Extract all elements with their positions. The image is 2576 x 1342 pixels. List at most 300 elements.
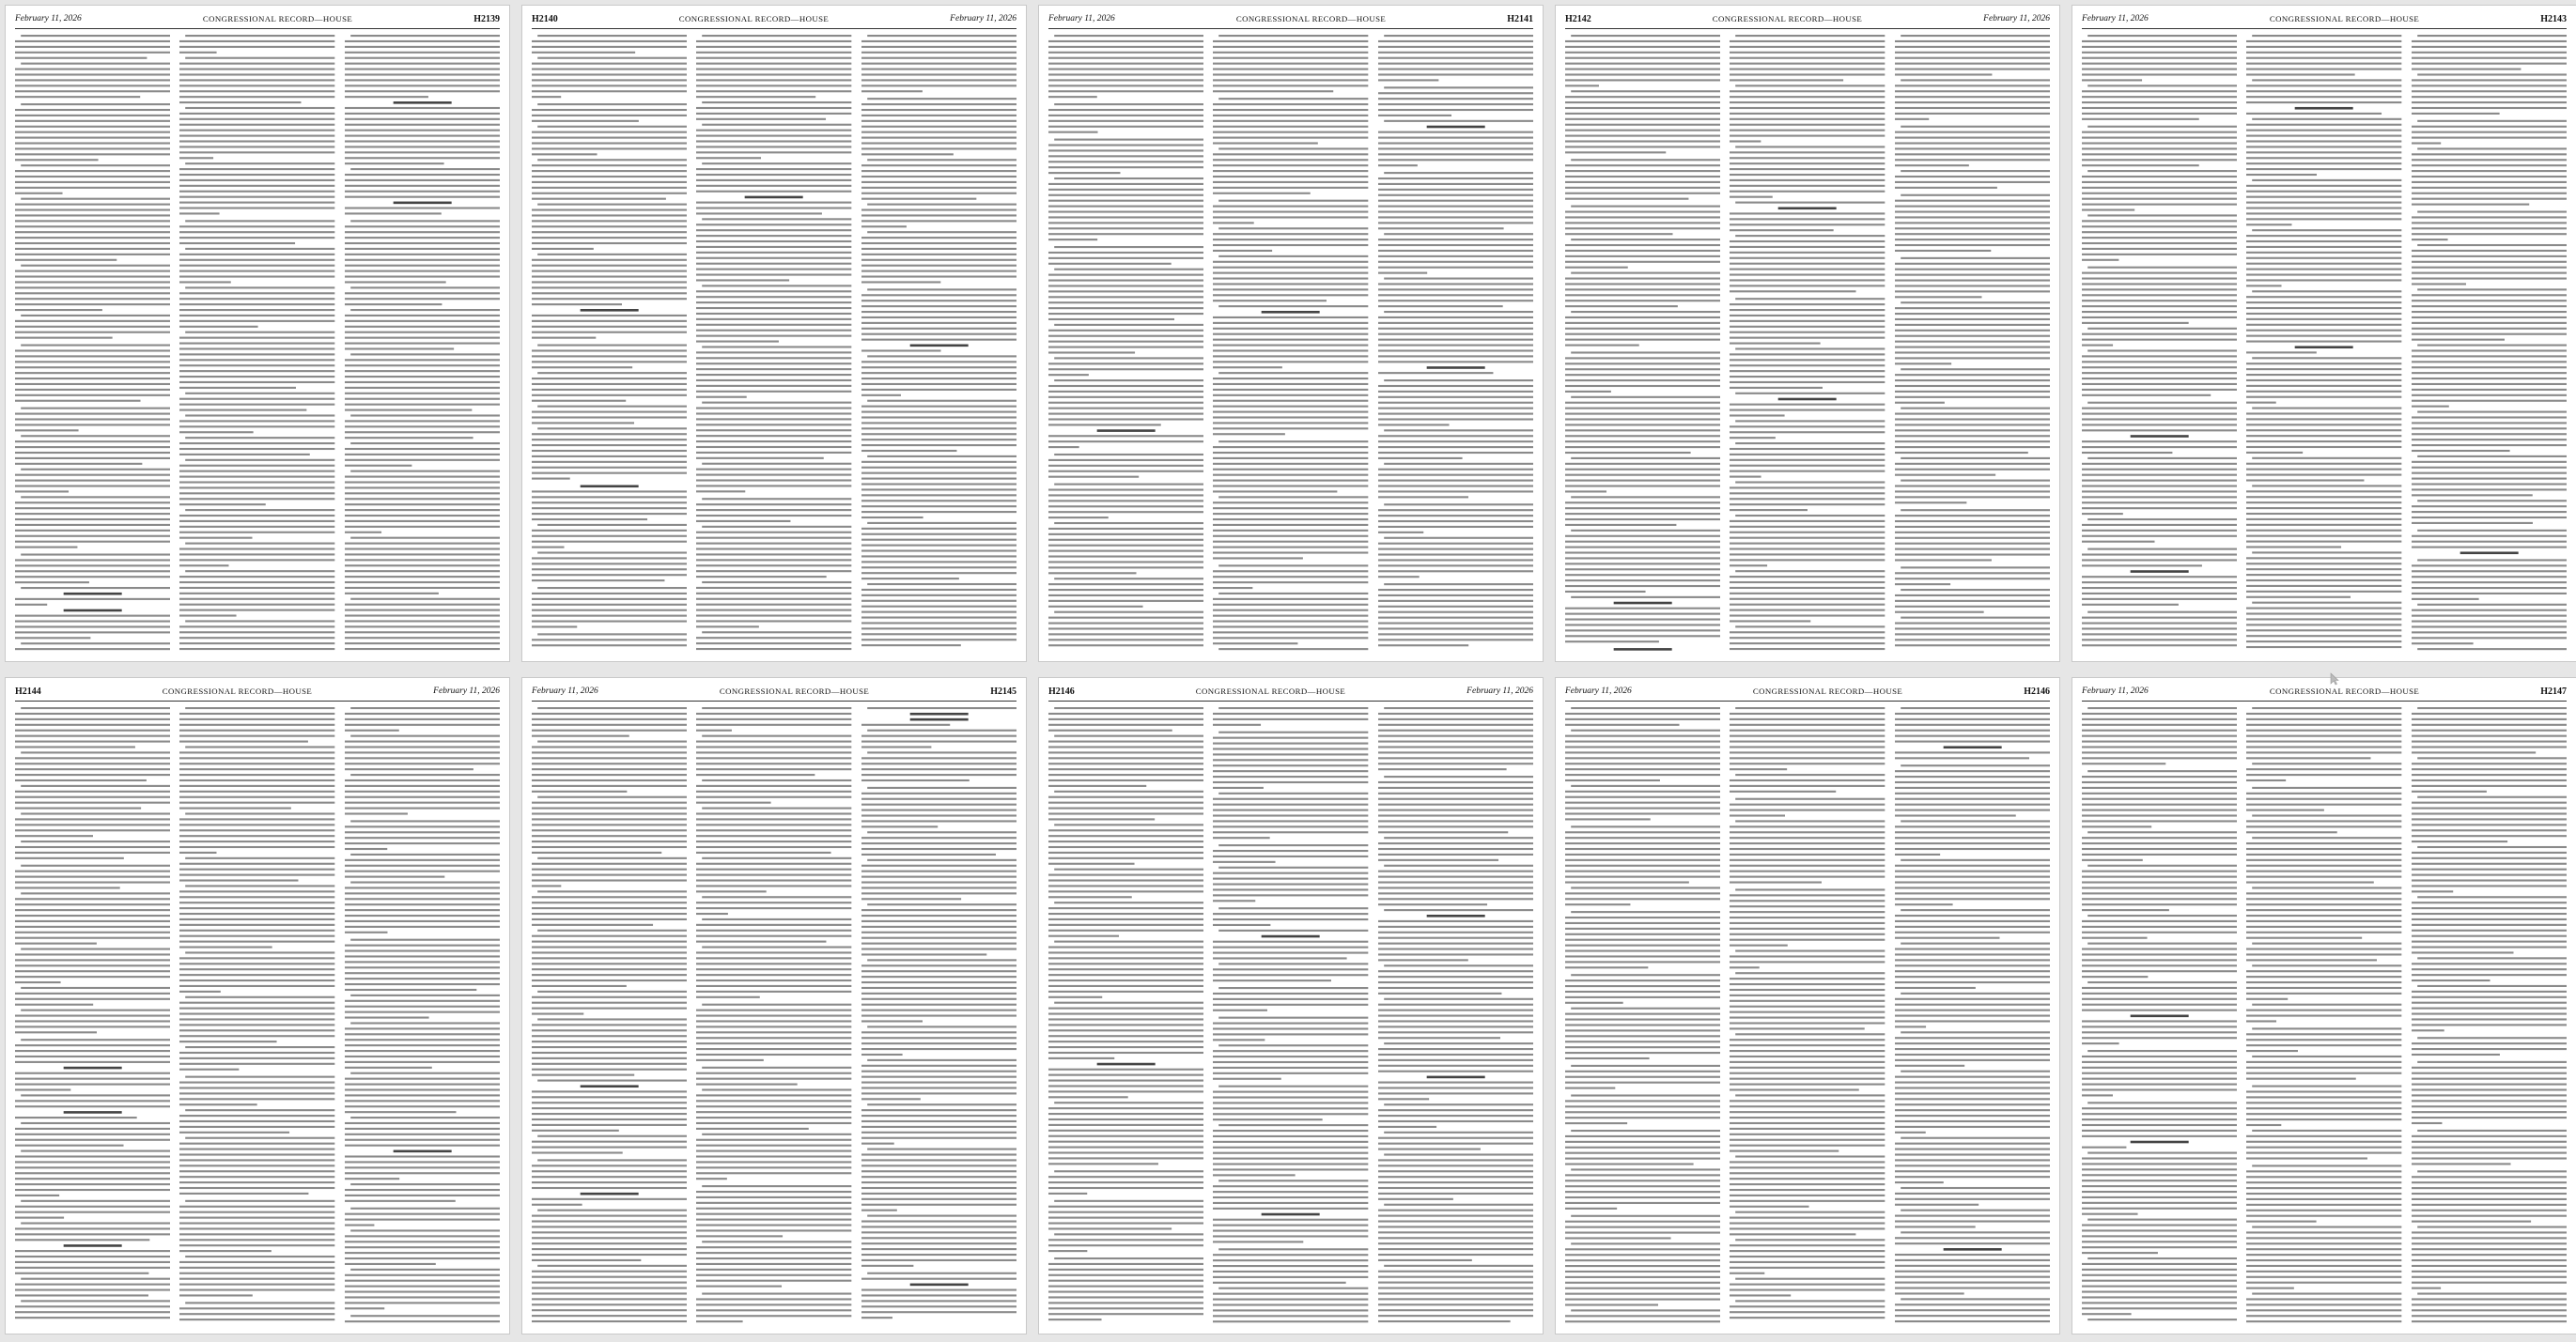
text-line [1730,1284,1885,1286]
text-line [2082,593,2237,594]
text-line [345,69,500,70]
text-line [696,1196,851,1198]
text-line [345,961,500,963]
text-line [2246,854,2401,856]
text-line [1048,285,1203,286]
text-line [861,1311,1016,1313]
text-line [1730,814,1785,816]
text-line [696,548,851,549]
text-line [179,73,334,75]
publication-title: CONGRESSIONAL RECORD—HOUSE [1195,686,1346,696]
text-line [1048,279,1203,281]
text-line [2412,255,2567,257]
text-line [696,107,851,109]
text-line [1213,951,1368,953]
text-line [696,374,851,376]
text-line [345,802,500,804]
document-page[interactable] [2072,678,2576,1334]
text-line [21,587,170,589]
text-line [1048,1269,1203,1271]
text-line [345,179,500,181]
text-line [1378,718,1533,720]
text-line [696,620,851,622]
text-line [2082,52,2237,54]
text-line [1565,107,1720,109]
text-line [703,707,852,709]
text-line [2082,1229,2237,1231]
text-column [1213,32,1368,654]
text-line [1213,1135,1368,1137]
text-line [696,318,851,320]
text-line [532,444,687,446]
text-line [532,337,596,339]
text-line [1730,279,1885,281]
text-line [532,935,687,937]
text-line [15,220,170,222]
document-page[interactable] [1556,678,2059,1334]
text-line [2087,1219,2237,1221]
text-line [1378,142,1533,144]
text-line [1901,859,2050,861]
text-line [1730,1267,1885,1269]
text-line [179,101,301,103]
text-line [345,376,500,378]
text-line [1565,233,1672,235]
text-line [350,598,500,600]
text-line [861,724,950,726]
text-line [2412,1135,2567,1137]
text-line [179,337,334,339]
text-line [2412,153,2567,155]
text-line [345,326,500,328]
text-line [179,1261,334,1263]
text-line [696,968,851,970]
text-line [1048,63,1203,65]
text-line [2412,1100,2567,1102]
text-line [1730,290,1856,292]
document-page[interactable] [2072,6,2576,661]
text-line [1565,1122,1627,1124]
text-line [1219,1124,1369,1126]
text-line [15,231,170,233]
text-line [2412,980,2490,981]
text-line [1895,1048,2050,1050]
text-line [1048,85,1203,86]
text-line [2412,598,2479,600]
text-line [861,1254,1016,1256]
document-page[interactable] [1556,6,2059,661]
text-line [1730,492,1885,494]
text-line [1571,974,1720,976]
text-line [15,964,170,966]
text-line [1378,200,1533,202]
text-line [1730,224,1885,225]
text-line [2082,147,2237,149]
text-line [1565,763,1720,764]
text-line [2246,85,2401,86]
text-line [1895,274,2050,276]
text-line [861,1170,1016,1172]
text-column [179,32,334,654]
page-header [1565,11,2050,29]
text-line [2082,781,2237,783]
text-line [1378,526,1533,528]
text-line [532,115,687,116]
text-line [696,73,851,75]
text-line [1213,770,1368,772]
text-line [1730,1100,1885,1102]
text-line [15,741,170,743]
text-line [2246,318,2401,320]
text-line [1895,206,2050,208]
text-line [1895,485,2050,486]
text-line [179,151,334,153]
text-line [1048,476,1139,478]
text-line [532,1187,687,1189]
text-line [1378,798,1533,800]
text-line [2246,629,2401,631]
text-line [179,1087,334,1088]
text-line [21,785,170,787]
text-line [1730,718,1885,720]
text-line [1730,1256,1885,1257]
text-line [1378,1187,1533,1189]
text-line [1378,131,1533,133]
text-line [1048,418,1203,420]
text-line [1895,770,2050,772]
text-line [1895,804,2050,806]
text-line [1901,257,2050,259]
text-line [345,1213,500,1215]
page-number: H2140 [532,13,558,24]
text-line [1219,200,1369,202]
text-line [345,124,500,126]
text-line [1730,381,1885,383]
text-line [2246,1221,2317,1223]
text-line [15,1155,170,1157]
text-line [1378,137,1533,139]
text-line [1378,216,1533,218]
text-line [2253,1226,2402,1227]
text-line [1213,1293,1368,1295]
text-line [345,989,476,991]
text-line [1213,1033,1368,1035]
text-line [861,1065,1016,1067]
text-line [1730,779,1885,781]
text-line [1895,159,2050,161]
text-line [15,1206,170,1208]
text-line [2412,142,2441,144]
text-line [1895,865,2050,867]
text-line [179,863,334,865]
text-line [2412,564,2567,566]
text-line [15,730,170,732]
text-line [696,1320,743,1322]
page-date: February 11, 2026 [2082,14,2149,23]
text-line [2246,865,2401,867]
text-line [179,425,334,427]
text-line [2412,517,2567,518]
text-line [15,903,170,905]
text-line [1378,255,1533,257]
text-line [1895,976,2050,978]
text-line [861,970,1016,972]
text-line [1778,398,1837,401]
document-page[interactable] [1039,678,1543,1334]
text-line [345,576,500,578]
text-line [1730,1088,1859,1090]
text-line [861,1187,1016,1189]
text-line [1895,153,2050,155]
text-line [532,361,687,362]
text-line [15,490,69,492]
text-line [532,746,687,748]
text-line [2412,488,2567,490]
text-line [1378,1210,1533,1211]
text-line [532,198,666,200]
text-line [21,35,170,37]
text-line [2246,1320,2401,1322]
text-line [15,418,170,420]
text-line [532,609,687,611]
text-line [345,237,500,239]
text-line [1048,846,1203,848]
text-line [2082,378,2237,379]
text-line [179,298,334,300]
text-line [1565,961,1720,963]
text-line [867,1215,1016,1217]
text-line [696,330,851,332]
text-line [1048,572,1137,574]
text-line [2253,408,2402,409]
text-line [1895,233,2050,235]
text-line [1895,469,2050,470]
text-line [15,394,170,396]
text-line [1213,216,1368,218]
text-line [1895,313,2050,315]
text-line [2412,1117,2567,1118]
text-line [1426,1076,1484,1079]
text-line [179,946,272,948]
text-line [2082,248,2237,250]
text-line [1048,785,1146,787]
text-line [15,981,61,983]
text-line [2253,964,2402,966]
text-line [345,1161,500,1163]
text-line [1048,644,1203,646]
text-line [1378,515,1533,517]
text-line [1565,1259,1720,1261]
text-line [179,320,334,322]
text-line [1901,170,2050,172]
text-line [1048,980,1203,981]
text-line [1048,1211,1203,1213]
text-line [696,604,851,606]
text-line [2246,246,2401,248]
text-line [2412,1265,2567,1267]
text-line [345,265,500,267]
text-line [345,113,500,115]
text-line [1048,46,1203,48]
text-line [2082,604,2179,606]
text-line [2246,981,2401,983]
text-line [1730,140,1761,142]
text-line [2412,1012,2567,1014]
text-line [532,593,687,594]
text-line [1384,998,1533,1000]
text-line [1213,615,1368,617]
text-line [1730,532,1885,533]
text-line [2082,1037,2237,1039]
text-line [1048,500,1203,501]
text-line [345,796,500,798]
text-line [1730,342,1821,344]
text-line [1565,402,1720,404]
text-line [696,818,851,820]
text-line [861,259,1016,261]
text-line [64,1067,122,1070]
text-line [1378,424,1450,425]
text-line [1565,1303,1658,1305]
text-line [1219,867,1369,869]
text-line [696,446,851,448]
text-line [1054,484,1203,486]
text-line [1565,802,1720,804]
text-line [179,237,334,239]
text-line [1736,707,1885,709]
text-line [696,941,826,943]
text-line [1730,1217,1885,1219]
text-line [2087,943,2237,945]
text-line [1048,1057,1114,1059]
text-line [179,1227,334,1229]
text-line [696,1213,851,1215]
text-line [2087,35,2237,37]
text-line [2246,993,2401,995]
text-line [1565,563,1720,564]
text-line [15,1294,148,1296]
text-line [2082,63,2237,65]
text-line [532,1287,687,1288]
text-line [15,976,170,978]
text-line [1730,604,1885,606]
text-line [1378,570,1533,572]
text-line [532,535,687,537]
document-page[interactable] [6,678,509,1334]
text-line [1565,1163,1694,1165]
text-line [1730,1311,1885,1313]
text-line [696,869,851,871]
document-page[interactable] [6,6,509,661]
text-line [2082,1031,2237,1033]
text-line [1730,751,1885,753]
text-line [1571,1008,1720,1010]
text-line [345,476,500,478]
text-line [861,1098,921,1100]
text-line [1565,848,1720,850]
text-line [861,814,1016,816]
text-line [21,841,170,842]
text-line [861,322,1016,324]
text-line [861,1317,892,1319]
text-line [15,120,170,122]
text-line [1054,707,1203,709]
document-page[interactable] [522,6,1026,661]
text-line [345,347,454,349]
text-line [1213,888,1368,890]
text-line [179,532,334,533]
text-line [1048,1090,1203,1092]
text-line [861,1020,923,1022]
text-line [1895,825,2050,827]
text-line [1565,757,1720,759]
text-line [532,1063,687,1065]
text-line [2246,892,2401,894]
text-line [2082,724,2237,726]
text-line [345,298,500,300]
text-line [1901,617,2050,619]
text-line [1213,814,1368,816]
text-line [345,949,500,951]
text-line [2246,1113,2401,1115]
text-line [1895,543,2050,545]
text-line [179,69,334,70]
text-line [1378,57,1533,59]
text-line [350,1117,500,1118]
text-line [345,225,500,227]
text-line [1736,820,1885,822]
text-line [703,581,852,583]
text-line [2246,1265,2401,1267]
text-line [2082,1078,2237,1080]
text-line [2082,1307,2237,1309]
text-line [2412,1054,2500,1056]
text-line [2246,174,2317,176]
text-line [1730,52,1885,54]
text-line [2082,485,2237,486]
text-line [1378,52,1533,54]
text-line [1213,433,1285,435]
text-line [2412,863,2567,865]
text-line [2082,1061,2237,1063]
document-page[interactable] [1039,6,1543,661]
text-line [1895,1115,2050,1117]
text-line [2412,879,2567,881]
text-line [1213,625,1368,627]
text-line [1565,267,1628,269]
text-line [345,746,500,748]
text-line [2246,285,2282,286]
text-line [2412,294,2567,296]
text-line [1895,187,1997,189]
text-line [1901,408,2050,409]
text-line [1378,831,1508,833]
text-line [1048,435,1203,437]
text-line [1213,137,1368,139]
text-line [1895,362,1951,364]
text-line [345,85,500,86]
document-page[interactable] [522,678,1026,1334]
text-line [1571,1094,1720,1096]
text-line [2246,568,2401,570]
text-line [179,1244,334,1246]
text-line [1384,909,1533,911]
text-line [537,204,687,206]
text-line [15,1072,170,1074]
text-line [2246,313,2401,315]
text-line [179,326,258,328]
text-line [186,459,335,461]
